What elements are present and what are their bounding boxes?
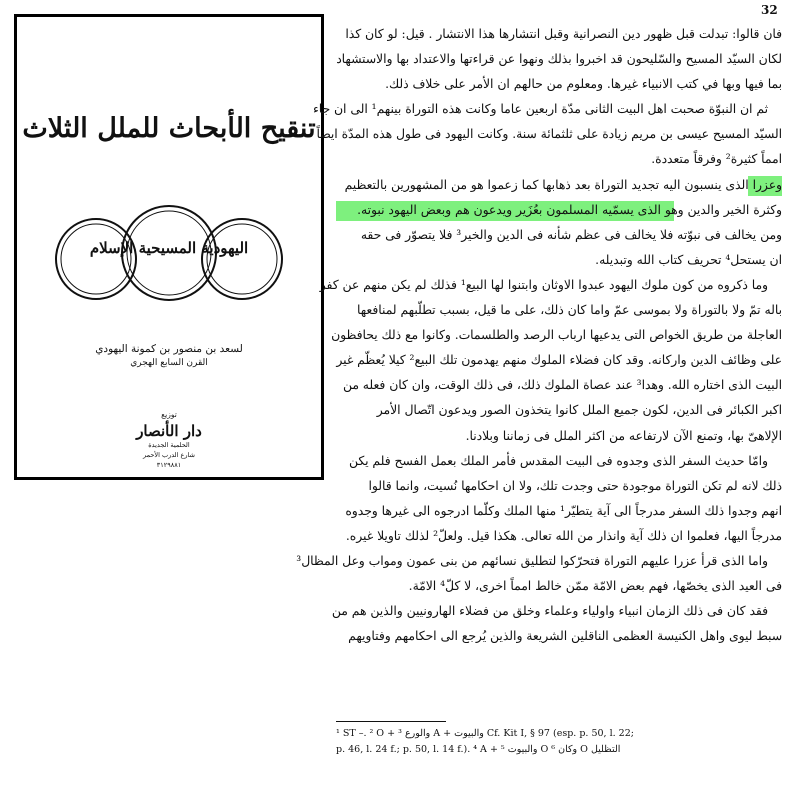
footnote-divider xyxy=(336,721,446,722)
text-line: فان قالوا: تبدلت قبل ظهور دين النصرانية وقبل انتشارها هذا الانتشار . قيل: لو كان كذا xyxy=(345,27,782,41)
cover-address-line2: شارع الدرب الأحمر xyxy=(143,451,195,459)
cover-author: لسعد بن منصور بن كمونة اليهودي xyxy=(95,343,243,355)
text-line: امماً كثيرة² وفرقاً متعددة. xyxy=(651,152,782,167)
cover-century: القرن السابع الهجري xyxy=(130,358,208,368)
cover-title: تنقيح الأبحاث للملل الثلاث xyxy=(22,113,316,144)
text-line: العاجلة من طريق الخواص التى يدعيها ارباب الرصد والطلسمات. وكانوا مع ذلك يحافظون xyxy=(331,328,782,343)
text-line: انهم وجدوا ذلك السفر مدرجاً الى آية يتطيّر¹ منها الملك وكلّما ادرجوه الى غيرها وجدوه xyxy=(345,503,782,518)
text-line-highlighted: وكثرة الخير والدين وهو الذى يسمّيه المسلمون بعُزَير ويدعون هم وبعض اليهود نبوته. xyxy=(336,198,782,223)
page-body xyxy=(296,22,782,649)
text-line: لكان السيّد المسيح والسّليحون قد اخبروا بذلك ونهوا عن قراءتها والاعتداد بها والاستشهاد xyxy=(336,52,782,67)
cover-phone: ٣١٢٩٨٨١ xyxy=(156,461,182,469)
cover-publisher: دار الأنصار xyxy=(136,422,202,440)
emblem-circles xyxy=(51,197,287,315)
text-line: مدرجاً اليها، فعلموا ان ذلك آية وانذار من الله تعالى. هكذا قيل. ولعلّ² لذلك تاويلا غيره. xyxy=(345,528,782,543)
text-line: ومن يخالف فى نبوّته فلا يخالف فى عظم شأنه فى الدين والخير³ فلا يتصوّر فى حقه xyxy=(360,227,782,242)
text-line: الإلاهىّ بها، وتمنع الآن لارتفاعه من اكثر الملل فى زماننا وبلادنا. xyxy=(465,428,782,443)
cover-address-line1: الحلمية الجديدة xyxy=(148,441,190,449)
text-line: وامّا حديث السفر الذى وجدوه فى البيت المقدس فأمر الملك بعمل الفسح فلم يكن xyxy=(348,453,768,468)
text-line: اكبر الكبائر فى الدين، لكون جميع الملل كانوا يتخذون الصور ويدعون اتّصال الأمر xyxy=(376,403,782,418)
text-line: على وظائف الدين واركانه. وقد كان فضلاء الملوك منهم يهدمون تلك البيع² كيلا يُعظّم غير xyxy=(336,353,782,368)
text-line: ذلك لانه لم تكن التوراة موجودة حتى وجدت تلك، ولا ان احكامها نُسيت، وانما قالوا xyxy=(368,478,782,493)
emblem-text: اليهودية المسيحية الإسلام xyxy=(89,239,249,257)
text-line: سبط ليوى واهل الكنيسة العظمى الناقلين الشريعة والذين يُرجع الى احكامهم وفتاويهم xyxy=(348,629,782,644)
text-line: السيّد المسيح عيسى بن مريم زيادة على ثلثمائة سنة. وكانت اليهود فى طول هذه المدّة ايضاً xyxy=(316,127,782,142)
text-line: البيت الذى اختاره الله. وهدا³ عند عصاة الملوك ذلك، فى ذلك الوقت، وان كان فعله من xyxy=(342,378,782,393)
text-line: باله تمّ ولا بالتوراة ولا بموسى عمّ واما كان ذلك، على ما قيل، بسبب تطلّبهم لمنافعها xyxy=(357,303,782,318)
text-line-highlighted: وعزرا الذى ينسبون اليه تجديد التوراة بعد ذهابها كما زعموا هو من المشهورين بالتعظيم xyxy=(336,173,782,198)
cover-emblem xyxy=(51,197,287,315)
footnote-line: ¹ ST –. ² O + والورع ³ A + والبيوت Cf. Kit I, § 97 (esp. p. 50, l. 22; xyxy=(336,728,634,739)
text-line: ان يستحل⁴ تحريف كتاب الله وتبديله. xyxy=(595,252,782,267)
text-line: وما ذكروه من كون ملوك اليهود عبدوا الاوثان وابتنوا لها البيع¹ فذلك لم يكن منهم عن كفر xyxy=(319,277,768,292)
book-cover xyxy=(14,14,324,480)
page-number: 32 xyxy=(761,3,778,17)
cover-distribution-label: توزيع xyxy=(161,410,177,419)
text-line: واما الذى قرأ عزرا عليهم التوراة فتحرّكوا لتطليق نسائهم من بنى عمون ومواب وعل المظال³ xyxy=(296,553,768,568)
footnotes xyxy=(336,726,784,758)
text-line: فى العيد الذى يخصّها، فهم بعض الامّة ممّن خالط امماً اخرى، لا كلّ⁴ الامّة. xyxy=(408,579,782,594)
text-line: بما فيها وبها في كتب الانبياء غيرها. ومعلوم من حالهم ان الأمر على خلاف ذلك. xyxy=(385,77,782,92)
text-line: ثم ان النبوّة صحبت اهل البيت الثانى مدّة اربعين عاما وكانت هذه التوراة بينهم¹ الى ان جاء xyxy=(312,102,768,117)
text-line: فقد كان فى ذلك الزمان انبياء واولياء وعلماء وخلق من فضلاء الهارونيين والذين هم من xyxy=(331,604,768,619)
footnote-line: p. 46, l. 24 f.; p. 50, l. 14 f.). ⁴ A + والبيوت ⁵ O وكان ⁶ O التظليل xyxy=(336,744,621,755)
